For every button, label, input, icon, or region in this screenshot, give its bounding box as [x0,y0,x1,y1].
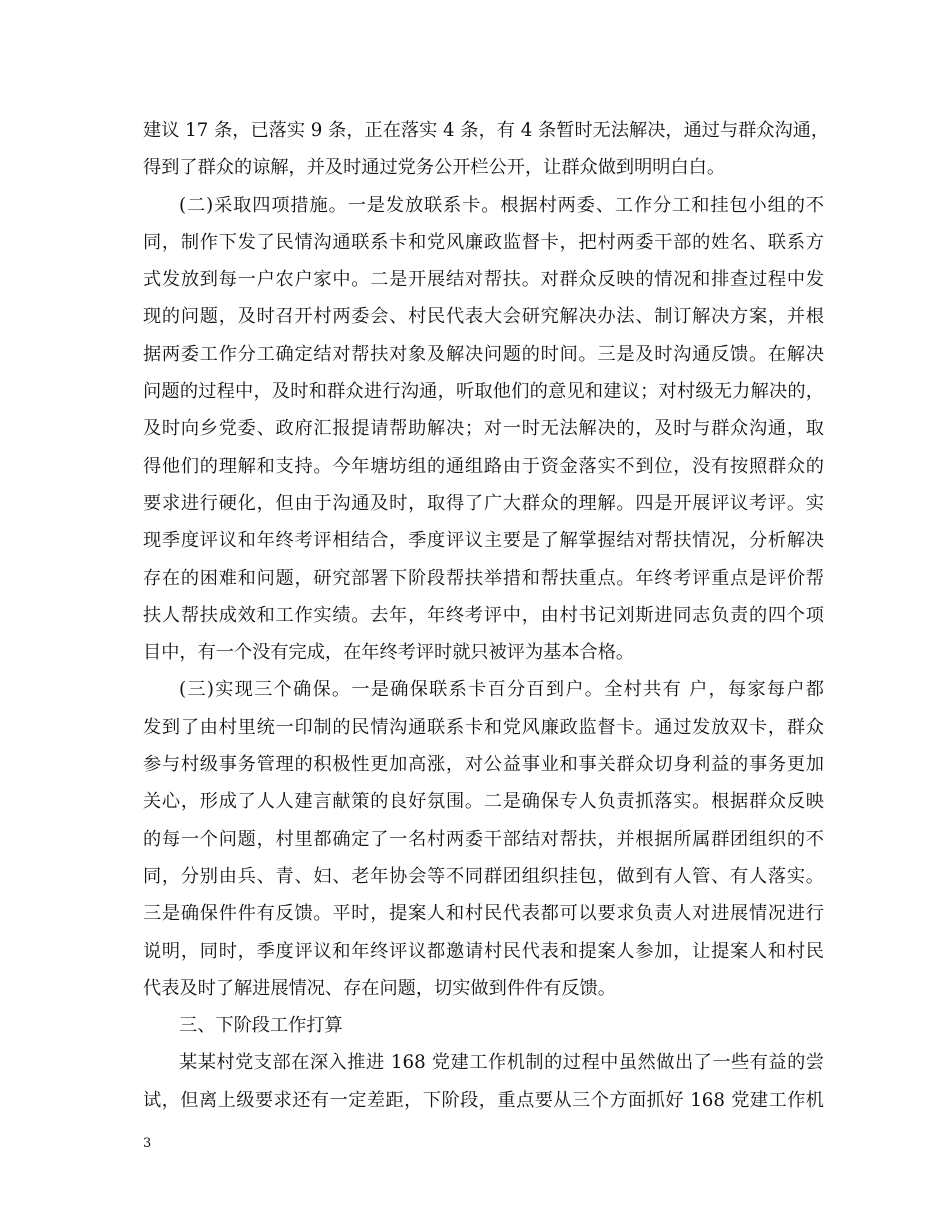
text-line: 某某村党支部在深入推进 168 党建工作机制的过程中虽然做出了一些有益的尝 [179,1052,824,1074]
text-line: 建议 17 条，已落实 9 条，正在落实 4 条，有 4 条暂时无法解决，通过与群众沟通， [143,120,830,141]
text-line: 说明，同时，季度评议和年终评议都邀请村民代表和提案人参加，让提案人和村民 [143,940,824,962]
text-line: 发到了由村里统一印制的民情沟通联系卡和党风廉政监督卡。通过发放双卡，群众 [143,716,824,738]
text-line: 扶人帮扶成效和工作实绩。去年，年终考评中，由村书记刘斯进同志负责的四个项 [143,604,824,626]
text-line: 得到了群众的谅解，并及时通过党务公开栏公开，让群众做到明明白白。 [143,157,726,179]
text-line: 现季度评议和年终考评相结合，季度评议主要是了解掌握结对帮扶情况，分析解决 [143,530,824,552]
text-line: 三是确保件件有反馈。平时，提案人和村民代表都可以要求负责人对进展情况进行 [143,903,824,925]
section-heading-line: (二)采取四项措施。一是发放联系卡。根据村两委、工作分工和挂包小组的不 [179,194,824,216]
text-line: 参与村级事务管理的积极性更加高涨，对公益事业和事关群众切身利益的事务更加 [143,754,824,776]
text-line: 存在的困难和问题，研究部署下阶段帮扶举措和帮扶重点。年终考评重点是评价帮 [143,567,824,589]
text-line: 的每一个问题，村里都确定了一名村两委干部结对帮扶，并根据所属群团组织的不 [143,828,824,850]
section-heading-line: (三)实现三个确保。一是确保联系卡百分百到户。全村共有 户，每家每户都 [179,679,824,701]
body-text [143,112,830,1119]
text-line: 要求进行硬化，但由于沟通及时，取得了广大群众的理解。四是开展评议考评。实 [143,492,824,514]
section-title: 三、下阶段工作打算 [179,1015,343,1037]
page-number: 3 [143,1136,152,1151]
text-line: 试，但离上级要求还有一定差距，下阶段，重点要从三个方面抓好 168 党建工作机 [143,1089,824,1111]
text-line: 目中，有一个没有完成，在年终考评时就只被评为基本合格。 [143,642,635,664]
text-line: 现的问题，及时召开村两委会、村民代表大会研究解决办法、制订解决方案，并根 [143,306,824,328]
text-line: 式发放到每一户农户家中。二是开展结对帮扶。对群众反映的情况和排查过程中发 [143,269,824,291]
text-line: 及时向乡党委、政府汇报提请帮助解决；对一时无法解决的，及时与群众沟通，取 [143,418,824,440]
text-line: 同，制作下发了民情沟通联系卡和党风廉政监督卡，把村两委干部的姓名、联系方 [143,231,824,253]
text-line: 代表及时了解进展情况、存在问题，切实做到件件有反馈。 [143,977,616,999]
text-line: 得他们的理解和支持。今年塘坊组的通组路由于资金落实不到位，没有按照群众的 [143,455,824,477]
text-line: 据两委工作分工确定结对帮扶对象及解决问题的时间。三是及时沟通反馈。在解决 [143,343,824,365]
text-line: 问题的过程中，及时和群众进行沟通，听取他们的意见和建议；对村级无力解决的， [143,381,824,403]
text-line: 关心，形成了人人建言献策的良好氛围。二是确保专人负责抓落实。根据群众反映 [143,791,824,813]
text-line: 同，分别由兵、青、妇、老年协会等不同群团组织挂包，做到有人管、有人落实。 [143,865,824,887]
